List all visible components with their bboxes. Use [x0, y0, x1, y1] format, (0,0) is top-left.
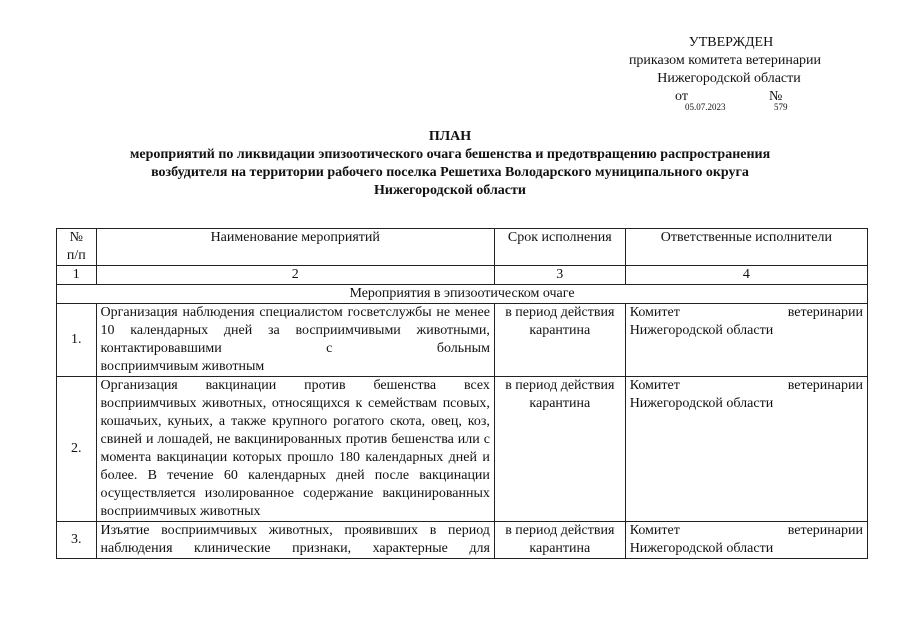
responsible-text: Комитет	[629, 305, 680, 320]
order-number: 579	[774, 102, 788, 112]
plan-subtitle-line-2: возбудителя на территории рабочего поселка Решетиха Володарского муниципального округа	[151, 165, 749, 180]
table-row	[57, 304, 868, 377]
row-responsible	[625, 522, 867, 559]
responsible-line-1	[630, 377, 863, 395]
responsible-text: Нижегородской области	[629, 323, 774, 338]
row-term	[494, 304, 625, 377]
row-activity	[96, 304, 494, 377]
responsible-text: Нижегородской области	[629, 541, 774, 556]
activity-text: Организация наблюдения специалистом госветслужбы не менее 10 календарных дней за восприимчивыми животными, контактировавшими с больным	[100, 305, 490, 356]
header-row	[57, 229, 868, 266]
row-activity	[96, 522, 494, 559]
responsible-text: Нижегородской области	[629, 396, 774, 411]
row-number: 2.	[57, 377, 97, 522]
responsible-text: ветеринарии	[787, 305, 863, 320]
row-responsible	[625, 377, 867, 522]
responsible-line-1	[630, 304, 863, 322]
header-num-top: №	[69, 230, 83, 245]
section-row	[57, 285, 868, 304]
responsible-text: Комитет	[629, 523, 680, 538]
plan-subtitle-line-1: мероприятий по ликвидации эпизоотического очага бешенства и предотвращению распространения	[129, 147, 771, 162]
term-text: карантина	[529, 396, 591, 411]
responsible-text: Комитет	[629, 378, 680, 393]
plan-title: ПЛАН	[428, 129, 472, 144]
row-number: 3.	[57, 522, 97, 559]
order-details	[605, 88, 845, 114]
term-text: в период действия	[505, 378, 615, 393]
section-heading: Мероприятия в эпизоотическом очаге	[57, 285, 868, 304]
column-number: 1	[57, 266, 97, 285]
approval-heading: УТВЕРЖДЕН	[688, 35, 774, 50]
plan-subtitle-line-3: Нижегородской области	[374, 183, 526, 198]
order-from-label: от	[675, 89, 688, 104]
activity-text: Организация вакцинации против бешенства всех восприимчивых животных, относящихся к семействам псовых, кошачьих, куньих, а также крупного рогатого скота, овец, коз, свиней и лошадей, не вакцинированных против бешенства или с момента вакцинации которых прошло 180 календарных дней и более. В течение 60 календарных дней после вакцинации осуществляется изолированное содержание вакцинированных	[100, 378, 490, 501]
header-num	[57, 229, 97, 266]
term-text: карантина	[529, 323, 591, 338]
column-number: 2	[96, 266, 494, 285]
column-number: 4	[625, 266, 867, 285]
approval-block	[605, 34, 845, 114]
activity-text-last-line: восприимчивым животным	[100, 359, 265, 374]
column-number: 3	[494, 266, 625, 285]
header-name: Наименование мероприятий	[96, 229, 494, 266]
table-row	[57, 522, 868, 559]
approval-region: Нижегородской области	[657, 71, 801, 86]
term-text: карантина	[529, 541, 591, 556]
activity-text-last-line: восприимчивых животных	[100, 504, 261, 519]
responsible-text: ветеринарии	[787, 523, 863, 538]
responsible-text: ветеринарии	[787, 378, 863, 393]
header-term: Срок исполнения	[494, 229, 625, 266]
plan-table	[56, 228, 868, 559]
table-row	[57, 377, 868, 522]
order-number-label: №	[769, 89, 783, 104]
activity-text: Изъятие восприимчивых животных, проявивших в период наблюдения клинические признаки, характерные для	[100, 523, 490, 556]
row-number: 1.	[57, 304, 97, 377]
header-num-bottom: п/п	[66, 248, 86, 263]
responsible-line-1	[630, 522, 863, 540]
row-activity	[96, 377, 494, 522]
approval-order-text: приказом комитета ветеринарии	[628, 53, 822, 68]
document-title	[60, 128, 840, 200]
row-term	[494, 377, 625, 522]
row-responsible	[625, 304, 867, 377]
term-text: в период действия	[505, 305, 615, 320]
order-date: 05.07.2023	[685, 102, 726, 112]
column-number-row	[57, 266, 868, 285]
row-term	[494, 522, 625, 559]
term-text: в период действия	[505, 523, 615, 538]
header-responsible: Ответственные исполнители	[625, 229, 867, 266]
